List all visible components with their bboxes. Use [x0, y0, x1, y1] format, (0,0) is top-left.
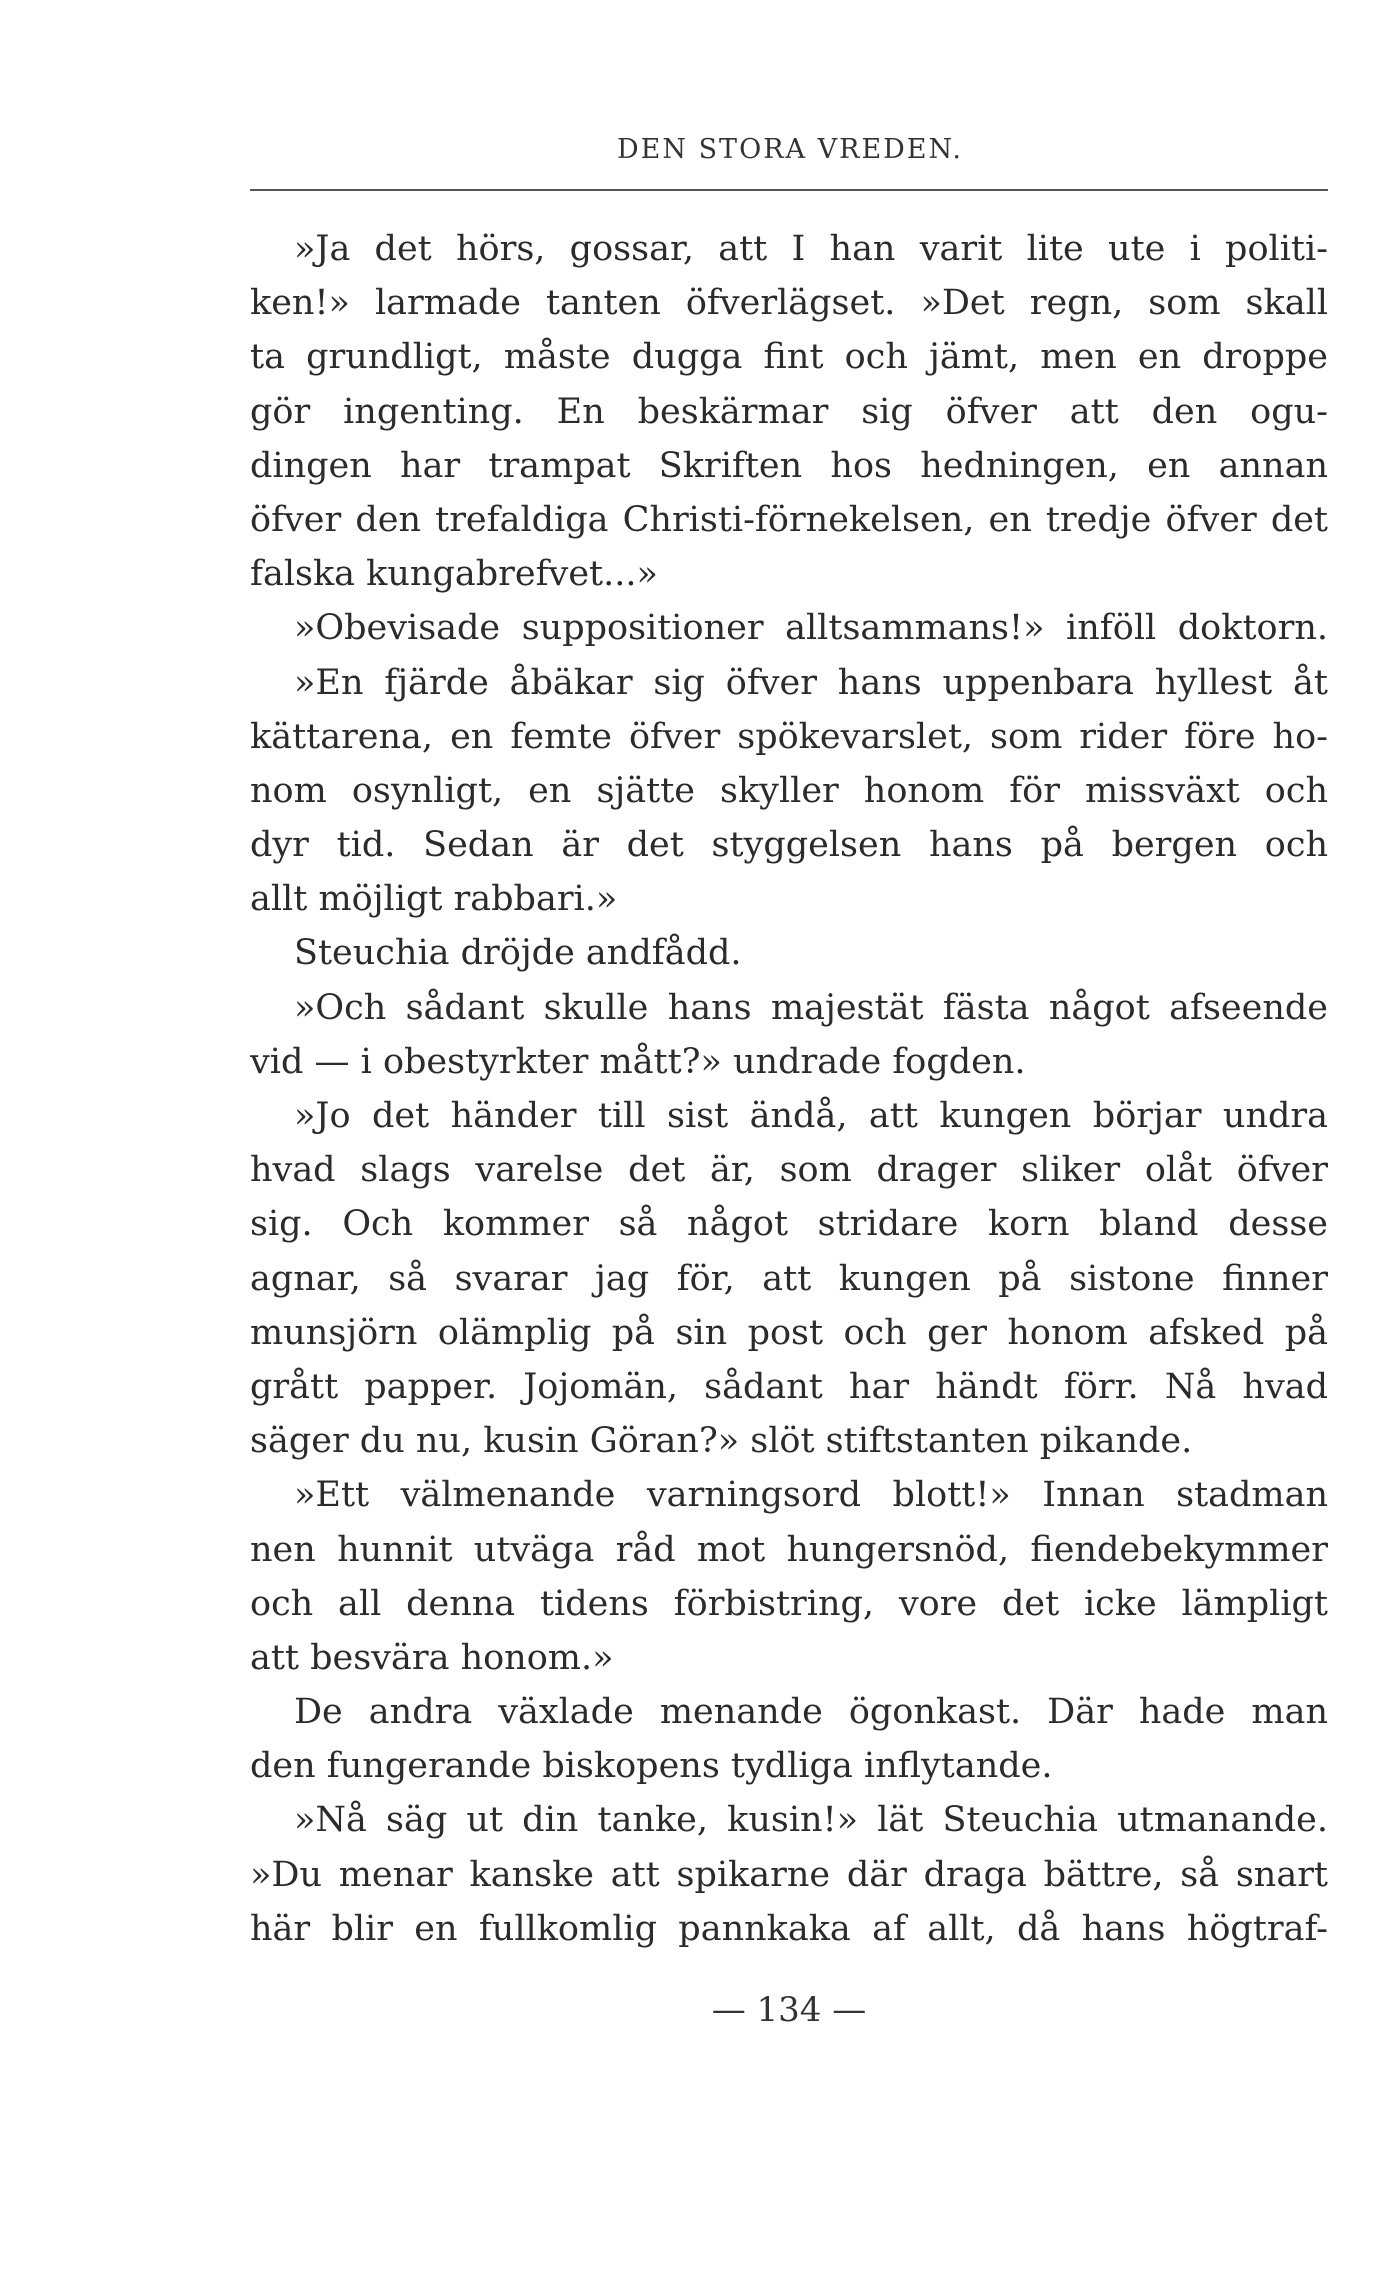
text-line: »Nå säg ut din tanke, kusin!» lät Steuchia utmanande. — [294, 1800, 1328, 1841]
text-line: allt möjligt rabbari.» — [250, 879, 618, 920]
text-line: säger du nu, kusin Göran?» slöt stiftstanten pikande. — [250, 1421, 1193, 1462]
text-line: agnar, så svarar jag för, att kungen på sistone finner — [250, 1258, 1328, 1299]
text-line: »Ett välmenande varningsord blott!» Innan stadman — [294, 1475, 1328, 1516]
body-text — [250, 222, 1328, 1956]
text-line: »Ja det hörs, gossar, att I han varit lite ute i politi- — [294, 229, 1328, 269]
text-line: vid — i obestyrkter mått?» undrade fogden. — [250, 1041, 1026, 1082]
page-number: — 134 — — [711, 1990, 867, 2030]
text-line: hvad slags varelse det är, som drager sliker olåt öfver — [250, 1150, 1328, 1191]
text-line: här blir en fullkomlig pannkaka af allt, då hans högtraf- — [250, 1908, 1328, 1949]
text-line: Steuchia dröjde andfådd. — [294, 933, 742, 974]
text-line: att besvära honom.» — [250, 1637, 614, 1678]
text-line: »Jo det händer till sist ändå, att kungen börjar undra — [294, 1096, 1328, 1136]
text-line: »Obevisade suppositioner alltsammans!» inföll doktorn. — [294, 608, 1328, 649]
text-line: De andra växlade menande ögonkast. Där hade man — [294, 1692, 1328, 1733]
text-line: »En fjärde åbäkar sig öfver hans uppenbara hyllest åt — [294, 662, 1328, 703]
running-title: DEN STORA VREDEN. — [617, 134, 963, 165]
text-line: och all denna tidens förbistring, vore det icke lämpligt — [250, 1583, 1328, 1624]
text-line: kättarena, en femte öfver spökevarslet, som rider före ho- — [250, 716, 1328, 757]
text-line: ken!» larmade tanten öfverlägset. »Det regn, som skall — [250, 283, 1328, 324]
text-line: öfver den trefaldiga Christi-förnekelsen, en tredje öfver det — [250, 499, 1328, 540]
text-line: gör ingenting. En beskärmar sig öfver att den ogu- — [250, 391, 1328, 432]
text-line: dyr tid. Sedan är det styggelsen hans på bergen och — [250, 825, 1328, 866]
text-line: sig. Och kommer så något stridare korn bland desse — [250, 1204, 1328, 1245]
text-line: nom osynligt, en sjätte skyller honom för missväxt och — [250, 770, 1328, 811]
text-line: ta grundligt, måste dugga fint och jämt, men en droppe — [250, 337, 1328, 378]
header-rule — [250, 189, 1328, 191]
text-line: munsjörn olämplig på sin post och ger honom afsked på — [250, 1312, 1328, 1353]
text-line: »Du menar kanske att spikarne där draga bättre, så snart — [250, 1854, 1328, 1895]
text-line: »Och sådant skulle hans majestät fästa något afseende — [294, 987, 1328, 1028]
text-line: grått papper. Jojomän, sådant har händt förr. Nå hvad — [250, 1366, 1328, 1407]
text-line: den fungerande biskopens tydliga inflytande. — [250, 1746, 1053, 1787]
text-line: dingen har trampat Skriften hos hedningen, en annan — [250, 445, 1328, 486]
text-line: falska kungabrefvet...» — [250, 554, 658, 595]
text-line: nen hunnit utväga råd mot hungersnöd, fiendebekymmer — [250, 1529, 1328, 1570]
